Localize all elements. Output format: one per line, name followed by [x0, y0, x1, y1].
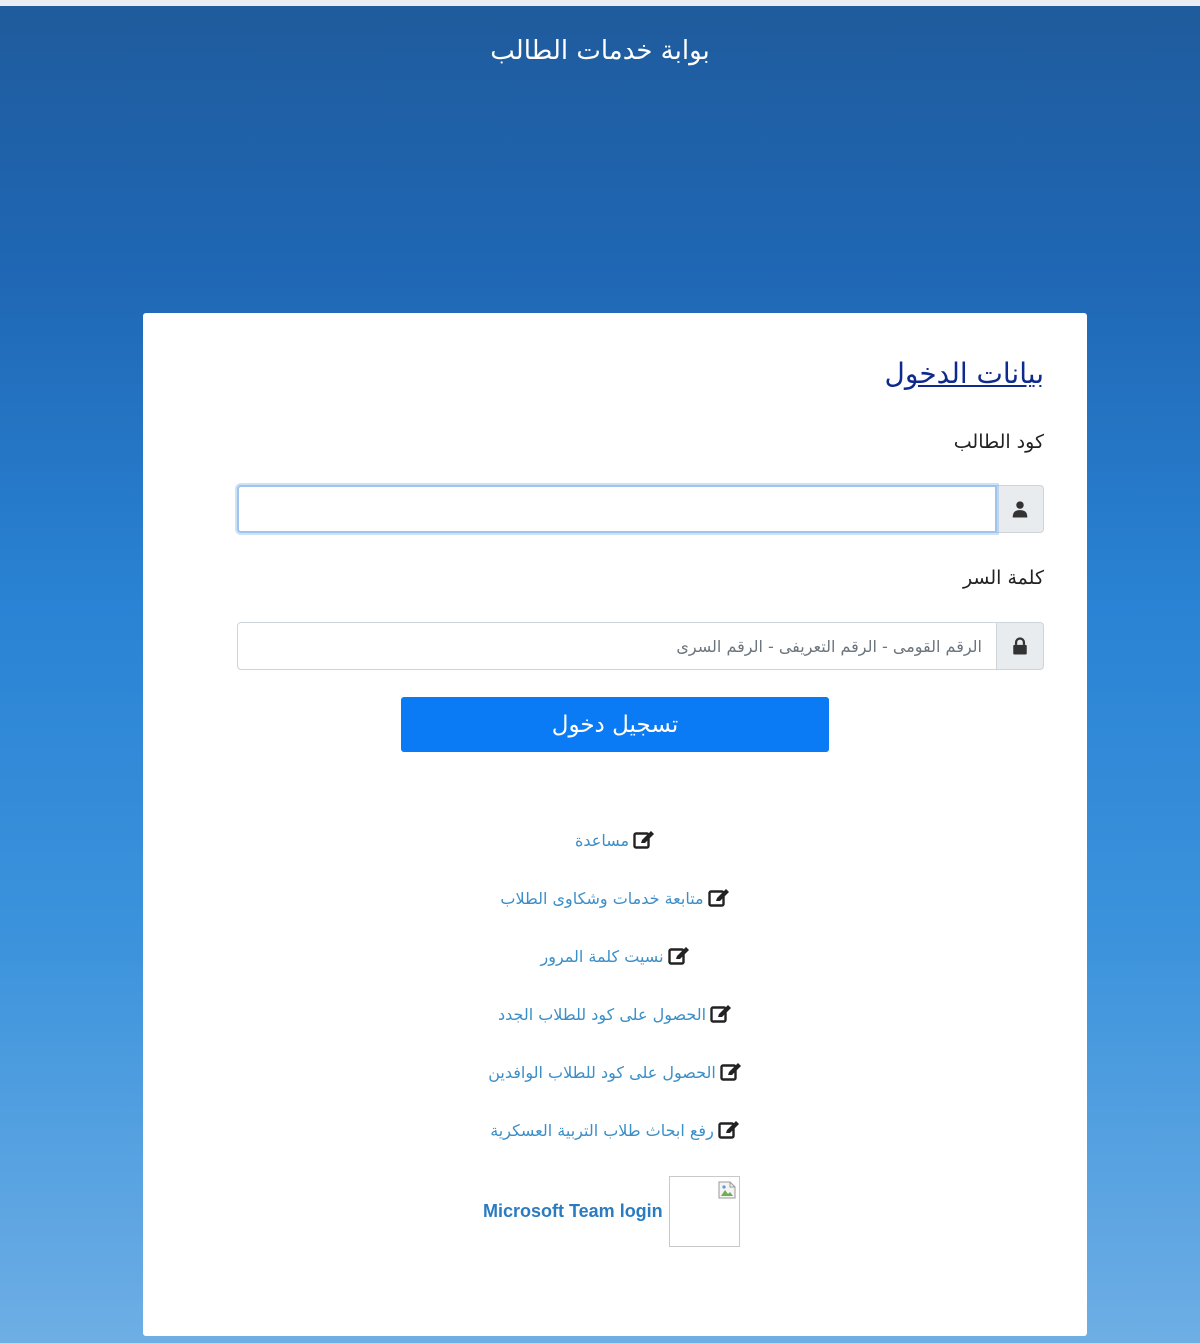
- new-students-code-link-label: الحصول على كود للطلاب الجدد: [497, 1004, 707, 1024]
- edit-icon: [720, 1062, 742, 1082]
- link-row-complaints: [143, 888, 1087, 946]
- microsoft-team-login-link[interactable]: Microsoft Team login: [483, 1201, 663, 1221]
- login-section-title: بيانات الدخول: [884, 357, 1044, 390]
- international-students-code-link[interactable]: [488, 1062, 742, 1082]
- portal-title: بوابة خدمات الطالب: [490, 36, 710, 66]
- top-strip: [0, 0, 1200, 6]
- forgot-password-link[interactable]: [540, 946, 689, 966]
- link-row-forgot-password: [143, 946, 1087, 1004]
- link-row-military-research: [143, 1120, 1087, 1178]
- complaints-link-label: متابعة خدمات وشكاوى الطلاب: [500, 888, 704, 908]
- edit-icon: [633, 830, 655, 850]
- login-button[interactable]: تسجيل دخول: [401, 697, 829, 752]
- complaints-link[interactable]: [500, 888, 729, 908]
- login-card: [143, 313, 1087, 1336]
- international-students-code-link-label: الحصول على كود للطلاب الوافدين: [488, 1062, 716, 1082]
- student-code-input[interactable]: [237, 485, 997, 533]
- help-link-label: مساعدة: [574, 830, 630, 850]
- edit-icon: [668, 946, 690, 966]
- user-icon: [997, 485, 1044, 533]
- broken-image-icon: [717, 1180, 737, 1200]
- military-research-upload-link-label: رفع ابحاث طلاب التربية العسكرية: [490, 1120, 714, 1140]
- link-row-international-students-code: [143, 1062, 1087, 1120]
- student-code-group: [237, 485, 1044, 533]
- password-label: كلمة السر: [962, 567, 1044, 589]
- help-link[interactable]: [575, 830, 655, 850]
- link-row-new-students-code: [143, 1004, 1087, 1062]
- password-input[interactable]: [237, 622, 997, 670]
- microsoft-team-image[interactable]: [669, 1176, 740, 1247]
- links-list: [143, 830, 1087, 1178]
- edit-icon: [708, 888, 730, 908]
- lock-icon: [997, 622, 1044, 670]
- forgot-password-link-label: نسيت كلمة المرور: [540, 946, 664, 966]
- link-row-help: [143, 830, 1087, 888]
- military-research-upload-link[interactable]: [490, 1120, 740, 1140]
- password-group: [237, 622, 1044, 670]
- student-code-label: كود الطالب: [953, 431, 1044, 453]
- edit-icon: [718, 1120, 740, 1140]
- new-students-code-link[interactable]: [498, 1004, 732, 1024]
- edit-icon: [710, 1004, 732, 1024]
- microsoft-team-row: [483, 1176, 740, 1247]
